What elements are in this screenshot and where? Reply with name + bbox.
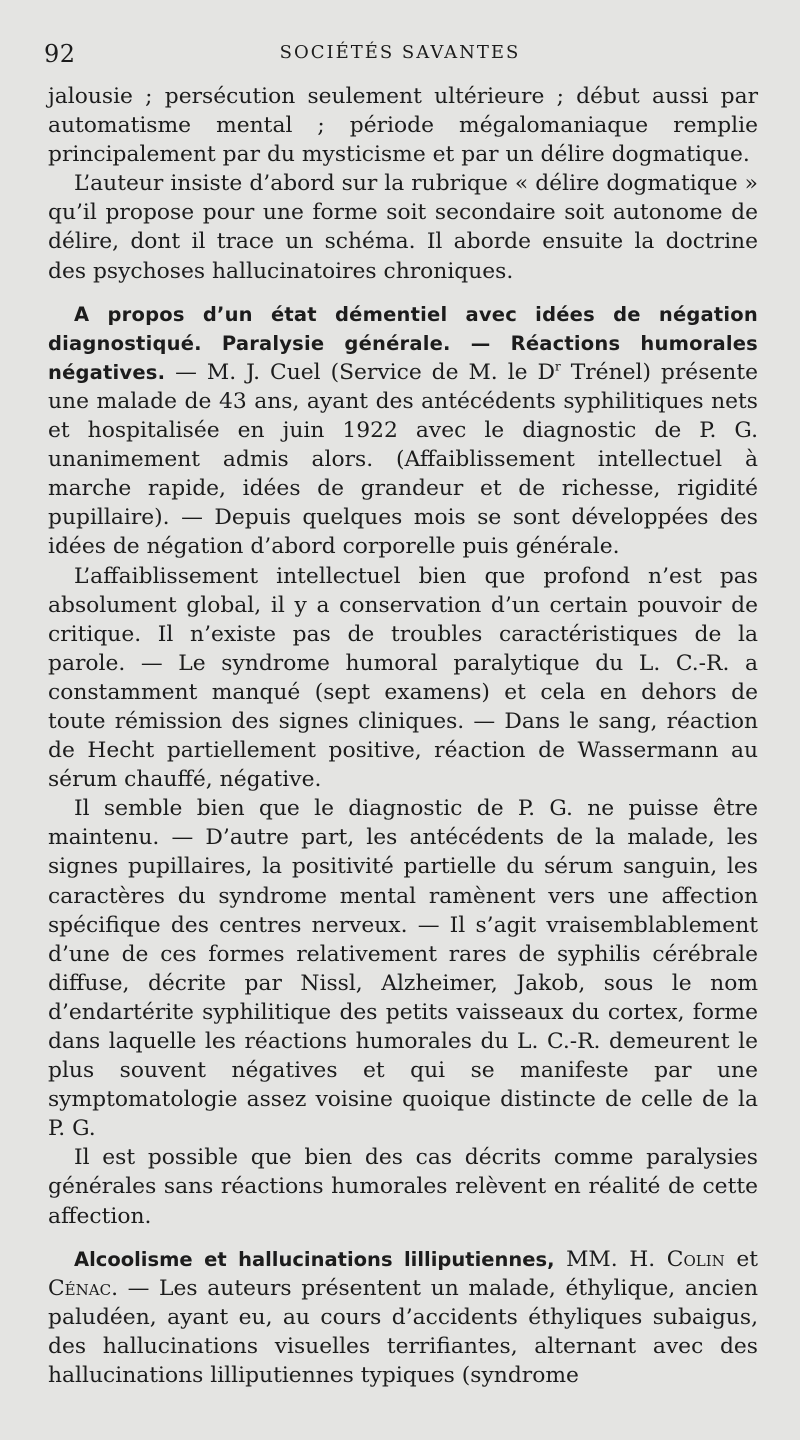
paragraph: Il est possible que bien des cas décrits comme paralysies générales sans réactions humorales relèvent en réalité de cette affection. (48, 1145, 758, 1229)
page-number: 92 (44, 40, 76, 68)
running-title: SOCIÉTÉS SAVANTES (279, 42, 521, 63)
page-header (44, 40, 756, 76)
authors-conjunction: et (724, 1246, 759, 1272)
paragraph: Il semble bien que le diagnostic de P. G. ne puisse être maintenu. — D’autre part, les antécédents de la malade, les signes pupillaires, la positivité partielle du sérum sanguin, les caractères du syndrome mental ramènent vers une affection spécifique des centres nerveux. — Il s’agit vraisemblablement d’une de ces formes relativement rares de syphilis cérébrale diffuse, décrite par Nissl, Alzheimer, Jakob, sous le nom d’endartérite syphilitique des petits vaisseaux du cortex, forme dans laquelle les réactions humorales du L. C.-R. demeurent le plus souvent négatives et qui se manifeste par une symptomatologie assez voisine quoique distincte de celle de la P. G. (48, 796, 758, 1142)
section-cuel (48, 300, 758, 562)
author-name: Colin (666, 1246, 725, 1272)
section-body: Trénel) présente une malade de 43 ans, ayant des antécédents syphilitiques nets et hospitalisée en juin 1922 avec le diagnostic de P. G. unanimement admis alors. (Affaiblissement intellectuel à marche rapide, idées de grandeur et de richesse, rigidité pupillaire). — Depuis quelques mois se sont développées des idées de négation d’abord corporelle puis générale. (48, 359, 758, 560)
authors-prefix: MM. H. (554, 1246, 667, 1272)
paragraph-continuation: jalousie ; persécution seulement ultérieure ; début aussi par automatisme mental ; période mégalomaniaque remplie principalement par du mysticisme et par un délire dogmatique. (48, 84, 758, 168)
section-title: A propos d’un état démentiel avec idées de négation diagnostiqué. Paralysie générale. — Réactions humorales négatives. (48, 302, 758, 384)
superscript: r (555, 359, 561, 374)
section-colin-cenac (48, 1245, 758, 1390)
presenter-intro: — M. J. Cuel (Service de M. le D (165, 359, 555, 385)
paragraph: L’auteur insiste d’abord sur la rubrique « délire dogmatique » qu’il propose pour une forme soit secondaire soit autonome de délire, dont il trace un schéma. Il aborde ensuite la doctrine des psychoses hallucinatoires chroniques. (48, 171, 758, 284)
section-body: . — Les auteurs présentent un malade, éthylique, ancien paludéen, ayant eu, au cours d’accidents éthyliques subaigus, des hallucinations visuelles terrifiantes, alternant avec des hallucinations lilliputiennes typiques (syndrome (48, 1275, 758, 1389)
section-title: Alcoolisme et hallucinations lilliputiennes, (74, 1247, 555, 1271)
author-name: Cénac (48, 1275, 112, 1301)
paragraph: L’affaiblissement intellectuel bien que profond n’est pas absolument global, il y a conservation d’un certain pouvoir de critique. Il n’existe pas de troubles caractéristiques de la parole. — Le syndrome humoral paralytique du L. C.-R. a constamment manqué (sept examens) et cela en dehors de toute rémission des signes cliniques. — Dans le sang, réaction de Hecht partiellement positive, réaction de Wassermann au sérum chauffé, négative. (48, 563, 758, 793)
page-body (48, 82, 758, 1390)
